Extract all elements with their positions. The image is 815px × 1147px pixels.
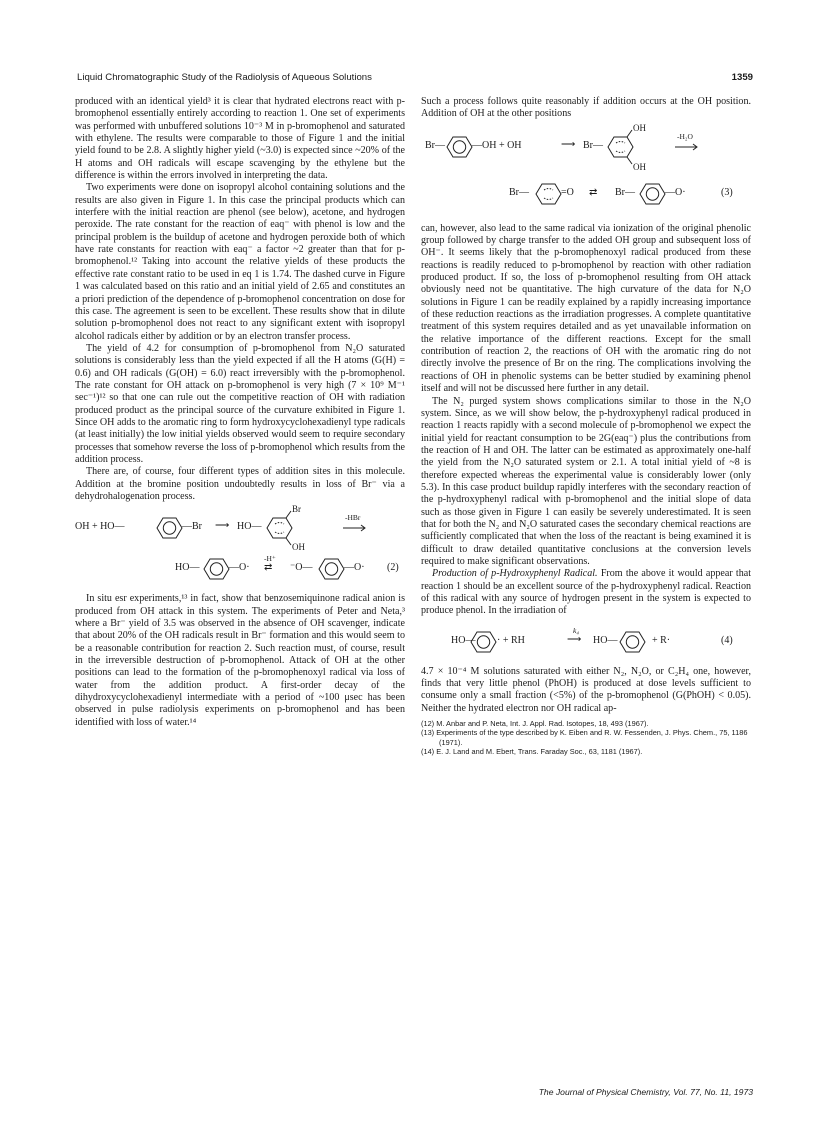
adduct-br: Br— [583, 139, 603, 151]
radical-ho: HO— [451, 634, 476, 646]
reaction-arrow: ⟶ [215, 520, 230, 532]
paragraph: The N₂ purged system shows complications similar to those in the N₂O system. Since, as we will show below, the p-hydroxyphenyl radical produced in reaction 1 reacts rapidly with a second molecule of p-bromophenol we expect the initial yield for reactant consumption to be 2G(eaq⁻) plus the contributions from the reaction of H and OH. The latter can be estimated as approximately one-half the yield from the N₂O saturated system or 2.1. A total initial yield of ~8 is therefore expected whereas the experimental value is considerably lower (only 5.3). In this case product buildup rapidly interferes with the secondary reaction of the p-hydroxyphenyl radical with p-bromophenol and the initial slope of data such as those given in Figure 1 can easily be severely underestimated. It is seen that for both the N₂ and N₂O saturated cases the secondary chemical reactions are sufficiently complicated that when the loss of the reactant is being examined it is difficult to draw detailed quantitative conclusions at the conversion levels required to make significant observations. [421, 395, 751, 567]
journal-footer: The Journal of Physical Chemistry, Vol. 77, No. 11, 1973 [538, 1087, 753, 1097]
adduct-br: Br [292, 504, 301, 515]
paragraph-text: From the above it would appear that reaction 1 should be an excellent source of the p-hydroxyphenyl radical. Reaction of this radical with any source of hydrogen present in the system is expected to produce phenol. In the irradiation of [421, 568, 752, 617]
reaction-scheme-2 [75, 504, 405, 587]
section-heading: Production of p-Hydroxyphenyl Radical. [432, 568, 598, 580]
quinoid-br: Br— [509, 186, 529, 198]
paragraph [421, 568, 751, 617]
phenoxyl-o: —O· [665, 186, 686, 198]
plus-r-radical: + R· [652, 634, 671, 646]
paragraph: can, however, also lead to the same radical via ionization of the original phenolic group followed by charge transfer to the added OH group and subsequent loss of OH⁻. It seems likely that the p-bromophenoxyl radical produced from these reactions is readily reduced to p-bromophenol by reaction with other radiation produced product. If so, the loss of p-bromophenol resulting from OH attack obviously need not be quantitative. The high curvature of the data for N₂O solutions in Figure 1 can be readily explained by a rapidly increasing importance of these reduction reactions as the irradiation progresses. A complete quantitative treatment of this system requires detailed and as yet unavailable information on the relative importance of the different reactions. Except for the small contribution of reaction 2, the reactions of OH with the aromatic ring do not directly involve the presence of Br on the ring. The complications involving the reactions of OH in phenolic systems can be better studied by examining phenol itself and will not be discussed here further in any detail. [421, 222, 751, 395]
reaction-arrow: ⟶ [567, 633, 582, 645]
reaction-scheme-4 [421, 624, 751, 660]
semiquinone-o: —O· [229, 562, 250, 574]
anion-o: ⁻O— [290, 562, 313, 574]
phenoxyl-br: Br— [615, 186, 635, 198]
quinoid-o: =O [561, 186, 574, 198]
paragraph: 4.7 × 10⁻⁴ M solutions saturated with either N₂, N₂O, or C₂H₄ one, however, finds that very little phenol (PhOH) is produced at dose levels sufficient to consume only a small fraction (<5%) of the p-bromophenol (G(PhOH) < 0.05). Neither the hydrated electron nor OH radical ap- [421, 665, 751, 714]
paragraph: There are, of course, four different types of addition sites in this molecule. Addition at the bromine position undoubtedly results in loss of Br⁻ via a dehydrohalogenation process. [75, 466, 405, 502]
right-column [421, 96, 751, 757]
adduct-oh-bottom: OH [633, 161, 646, 172]
adduct-ho: HO— [237, 521, 262, 533]
reactant-br: —Br [182, 521, 202, 533]
references [421, 719, 751, 757]
paragraph: Such a process follows quite reasonably if addition occurs at the OH position. Addition of OH at the other positions [421, 96, 751, 120]
minus-hbr: -HBr [345, 513, 361, 523]
running-title: Liquid Chromatographic Study of the Radiolysis of Aqueous Solutions [77, 72, 372, 83]
reaction-arrow: ⟶ [561, 138, 576, 150]
reference-item: (14) E. J. Land and M. Ebert, Trans. Faraday Soc., 63, 1181 (1967). [421, 747, 643, 757]
reactant-br: Br— [425, 139, 445, 151]
reactant: OH + HO— [75, 521, 125, 533]
equation-label: (2) [387, 562, 399, 574]
rate-constant: k₄ [573, 625, 579, 635]
minus-water: -H₂O [677, 131, 693, 141]
paragraph: The yield of 4.2 for consumption of p-bromophenol from N₂O saturated solutions is considerably less than the yield expected if all the H atoms (G(H) = 0.6) and OH radicals (G(OH) = 6.0) react irreversibly with the p-bromophenol. The rate constant for OH attack on p-bromophenol is very high (7 × 10⁹ M⁻¹ sec⁻¹)¹² so that one can rule out the competitive reaction of OH with radiation produced product as the principal source of the curvature exhibited in Figure 1. Since OH adds to the aromatic ring to form hydroxycyclohexadienyl type radicals (at least initially) the low initial yields observed would seem to require secondary processes that somehow reverse the loss of p-bromophenol which results from the addition process. [75, 342, 405, 465]
minus-h-plus: -H⁺ [264, 554, 276, 564]
left-column [75, 96, 405, 729]
equation-label: (4) [721, 634, 733, 646]
plus-rh: · + RH [497, 634, 525, 646]
reaction-scheme-3 [421, 122, 751, 217]
reactant-oh: —OH + OH [472, 139, 522, 151]
adduct-oh-top: OH [633, 122, 646, 133]
page-number: 1359 [731, 72, 753, 83]
running-header [77, 72, 753, 83]
paragraph: Two experiments were done on isopropyl alcohol containing solutions and the results are also given in Figure 1. In this case the principal products which can interfere with the initial reaction are phenol (see below), acetone, and hydrogen peroxide. The rate constant for the reaction of eaq⁻ with phenol is low and the principal problem is the buildup of acetone and hydrogen peroxide both of which have rate constants for reaction with eaq⁻ a factor ~2 greater than that for p-bromophenol.¹² Taking into account the relative yields of these products the effective rate constant ratio to be used in eq 1 is 1.74. The dashed curve in Figure 1 was calculated based on this ratio and an initial yield of 2.65 and constitutes an a priori prediction of the dependence of p-bromophenol concentration on dose for this case. The agreement is seen to be excellent. These results show that in dilute solution p-bromophenol does not react to any significant extent with isopropyl alcohol radicals either by addition or by an electron transfer process. [75, 182, 405, 342]
equation-label: (3) [721, 186, 733, 198]
reference-item: (12) M. Anbar and P. Neta, Int. J. Appl. Rad. Isotopes, 18, 493 (1967). [421, 719, 649, 729]
equilibrium-arrow: ⇄ [589, 186, 598, 198]
equilibrium-arrow: ⇄ [264, 562, 273, 574]
anion-o-radical: —O· [344, 562, 365, 574]
reference-item: (13) Experiments of the type described by K. Eiben and R. W. Fessenden, J. Phys. Chem., 75, 1186 (1971). [421, 728, 748, 747]
adduct-oh: OH [292, 542, 305, 553]
paragraph: produced with an identical yield³ it is clear that hydrated electrons react with p-bromophenol essentially entirely according to reaction 1. One set of experiments was performed with unbuffered solutions 10⁻³ M in p-bromophenol and saturated with ethylene. The results were comparable to those of Figure 1 and the initial yield found to be 2.8. A slightly higher yield (~3.0) is expected since ~20% of the H atoms and OH radicals will escape scavenging by the ethylene but the difference is within the errors involved in interpreting the data. [75, 96, 405, 182]
semiquinone-ho: HO— [175, 562, 200, 574]
phenol-ho: HO— [593, 634, 618, 646]
paragraph: In situ esr experiments,¹³ in fact, show that benzosemiquinone radical anion is produced from OH attack in this system. The experiments of Peter and Neta,³ where a Br⁻ yield of 3.5 was observed in the absence of OH scavenger, indicate that about 20% of the OH radicals result in Br⁻ formation and this would seem to be a reasonable contribution for reaction 2. Such reaction must, of course, result in the irreversible destruction of p-bromophenol. Attack of OH at the other positions can lead to the formation of the p-bromophenoxyl radical via loss of water from the addition product. A first-order decay of the dihydroxycyclohexadienyl intermediate with a period of ~100 μsec has been observed in pulse radiolysis experiments on p-bromophenol and has been identified with loss of water.¹⁴ [75, 593, 405, 728]
